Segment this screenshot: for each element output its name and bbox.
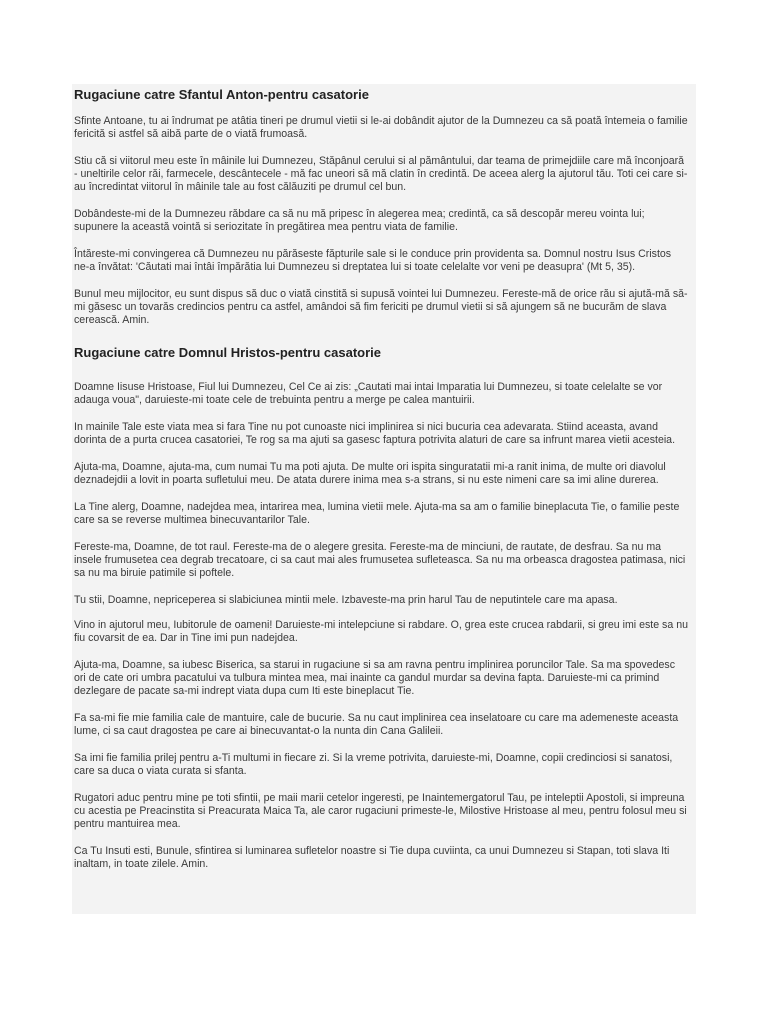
paragraph: Bunul meu mijlocitor, eu sunt dispus să duc o viată cinstită si supusă vointei lui Dumnezeu. Fereste-mă de orice rău si ajută-mă să-mi găsesc un tovarăs credincios pentru ca astfel, amândoi să fim fericiti pe drumul vietii si să ajungem să ne bucurăm de slava cerească. Amin.: [74, 288, 688, 326]
section-title: Rugaciune catre Domnul Hristos-pentru casatorie: [74, 345, 382, 360]
paragraph: Fereste-ma, Doamne, de tot raul. Fereste-ma de o alegere gresita. Fereste-ma de minciuni, de rautate, de desfrau. Sa nu ma insele frumusetea cea degrab trecatoare, ci sa caut mai ales frumusetea sufleteasca. Sa nu ma orbeasca dragostea patimasa, nici sa nu ma biruie patimile si poftele.: [74, 541, 686, 579]
paragraph: In mainile Tale este viata mea si fara Tine nu pot cunoaste nici implinirea si nici bucuria cea adevarata. Stiind aceasta, avand dorinta de a purta crucea casatoriei, Te rog sa ma ajuti sa gasesc faptura potrivita alaturi de care sa infrunt marea vietii acesteia.: [74, 421, 676, 446]
section-title: Rugaciune catre Sfantul Anton-pentru casatorie: [74, 87, 369, 102]
paragraph: Vino in ajutorul meu, Iubitorule de oameni! Daruieste-mi intelepciune si rabdare. O, grea este crucea rabdarii, si greu imi este sa nu fiu covarsit de ea. Dar in Tine imi pun nadejdea.: [74, 619, 688, 644]
paragraph: Întăreste-mi convingerea că Dumnezeu nu părăseste făpturile sale si le conduce prin providenta sa. Domnul nostru Isus Cristos ne-a învătat: 'Căutati mai întâi împărătia lui Dumnezeu si dreptatea lui si toate celelalte vor veni pe deasupra' (Mt 5, 35).: [74, 248, 672, 273]
paragraph: Fa sa-mi fie mie familia cale de mantuire, cale de bucurie. Sa nu caut implinirea cea inselatoare cu care ma ademeneste aceasta lume, ci sa caut dragostea pe care ai binecuvantat-o la nunta din Cana Galileii.: [74, 712, 679, 737]
paragraph: Stiu că si viitorul meu este în mâinile lui Dumnezeu, Stăpânul cerului si al pământului, dar teama de primejdiile care mă înconjoară - uneltirile celor răi, farmecele, descântecele - mă fac uneori să mă clatin în credintă. De aceea alerg la ajutorul tău. Toti cei care si-au încredintat viitorul în mâinile tale au fost călăuziti pe drumul cel bun.: [74, 155, 688, 193]
section-sfantul-anton: [74, 87, 688, 327]
paragraph: Sa imi fie familia prilej pentru a-Ti multumi in fiecare zi. Si la vreme potrivita, daruieste-mi, Doamne, copii credinciosi si sanatosi, care sa duca o viata curata si sfanta.: [74, 752, 673, 777]
paragraph: Dobândeste-mi de la Dumnezeu răbdare ca să nu mă pripesc în alegerea mea; credintă, ca să descopăr mereu vointa lui; supunere la această vointă si seriozitate în pregătirea mea pentru viata de familie.: [74, 208, 645, 233]
section-domnul-hristos: [74, 345, 688, 871]
paragraph: Sfinte Antoane, tu ai îndrumat pe atâtia tineri pe drumul vietii si le-ai dobândit ajutor de la Dumnezeu ca să poată întemeia o familie fericită si astfel să aibă parte de o viată frumoasă.: [74, 115, 688, 140]
document-page: [72, 84, 696, 914]
paragraph: Ajuta-ma, Doamne, ajuta-ma, cum numai Tu ma poti ajuta. De multe ori ispita singuratatii mi-a ranit inima, de multe ori diavolul deznadejdii a lovit in poarta sufletului meu. De atata durere inima mea s-a strans, si nu este nimeni care sa imi aline durerea.: [74, 461, 666, 486]
paragraph: Doamne Iisuse Hristoase, Fiul lui Dumnezeu, Cel Ce ai zis: „Cautati mai intai Imparatia lui Dumnezeu, si toate celelalte se vor adauga voua", daruieste-mi toate cele de trebuinta pentru a merge pe calea mantuirii.: [74, 381, 663, 406]
paragraph: Rugatori aduc pentru mine pe toti sfintii, pe maii marii cetelor ingeresti, pe Inaintemergatorul Tau, pe inteleptii Apostoli, si impreuna cu acestia pe Preacinstita si Preacurata Maica Ta, ale caror rugaciuni primeste-le, Milostive Hristoase al meu, pentru folosul meu si pentru mantuirea mea.: [74, 792, 687, 830]
paragraph: Ajuta-ma, Doamne, sa iubesc Biserica, sa starui in rugaciune si sa am ravna pentru implinirea poruncilor Tale. Sa ma spovedesc ori de cate ori umbra pacatului va tulbura mintea mea, mai inainte ca gandul murdar sa devina fapta. Daruieste-mi ca primind dezlegare de pacate sa-mi indrept viata dupa cum Iti este bineplacut Tie.: [74, 659, 675, 697]
paragraph: Ca Tu Insuti esti, Bunule, sfintirea si luminarea sufletelor noastre si Tie dupa cuviinta, ca unui Dumnezeu si Stapan, toti slava Iti inaltam, in toate zilele. Amin.: [74, 845, 670, 870]
paragraph: Tu stii, Doamne, nepriceperea si slabiciunea mintii mele. Izbaveste-ma prin harul Tau de neputintele care ma apasa.: [74, 594, 618, 606]
paragraph: La Tine alerg, Doamne, nadejdea mea, intarirea mea, lumina vietii mele. Ajuta-ma sa am o familie bineplacuta Tie, o familie peste care sa se reverse multimea binecuvantarilor Tale.: [74, 501, 680, 526]
